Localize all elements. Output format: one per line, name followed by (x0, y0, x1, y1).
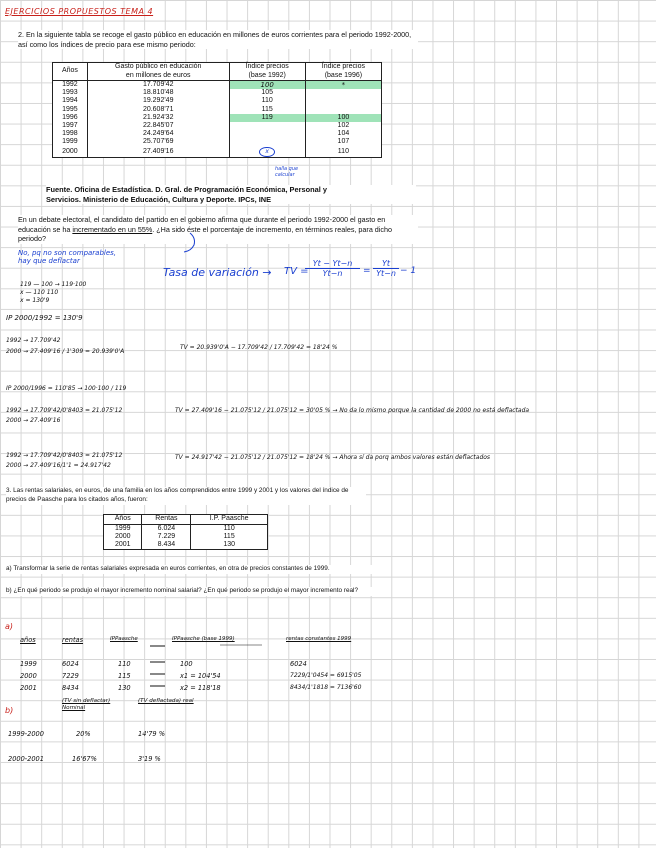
question-a: a) Transformar la serie de rentas salariales expresada en euros corrientes, en otra de precios constantes de 1999. (6, 565, 376, 574)
work-line: 1992 → 17.709'42/0'8403 = 21.075'12 (6, 407, 123, 414)
formula-label: Tasa de variación → (163, 266, 272, 279)
hand-cell: 6024 (290, 660, 307, 668)
hand-cell: x1 = 104'54 (180, 672, 221, 680)
highlighted-cell: * (305, 81, 381, 90)
hand-cell: 130 (118, 684, 131, 692)
work-line: 2000 → 27.409'16 (6, 417, 61, 424)
highlighted-cell: 119 (229, 114, 305, 122)
table-row: 1999 6.024 110 (104, 524, 268, 533)
hand-cell: 6024 (62, 660, 79, 668)
work-line: TV = 27.409'16 − 21.075'12 / 21.075'12 = 30'05 % → No da lo mismo porque la cantidad de 2000 no está deflactada (175, 407, 530, 414)
col-header-years: Años (53, 63, 88, 81)
hand-cell: 14'79 % (138, 730, 165, 738)
col-header-index-1996: Índice precios (base 1996) (305, 63, 381, 81)
hand-col-header: IPPaasche (base 1999) (172, 636, 235, 642)
exercise-3-prompt: 3. Las rentas salariales, en euros, de una familia en los años comprendidos entre 1999 y 2001 y los valores del índice de precios de Paasche para los citados años, fueron: (6, 487, 366, 505)
hand-cell: 8434 (62, 684, 79, 692)
unknown-cell: x (229, 147, 305, 158)
hand-col-header: rentas (62, 636, 84, 644)
col-header-rents: Rentas (142, 515, 191, 525)
table-row: 2001 8.434 130 (104, 541, 268, 550)
hand-cell: 115 (118, 672, 131, 680)
col-header-years: Años (104, 515, 142, 525)
table-row: 1993 18.810'48 105 (53, 89, 382, 97)
hand-cell: 110 (118, 660, 131, 668)
formula-minus: − 1 (400, 266, 417, 276)
col-header-index-1992: Índice precios (base 1992) (229, 63, 305, 81)
hand-cell: 1999 (20, 660, 37, 668)
hand-col-header: (TV sin deflactar) Nominal (62, 698, 111, 711)
work-line: IP 2000/1996 = 110'85 → 100·100 / 119 (6, 385, 127, 392)
hand-cell: 3'19 % (138, 755, 161, 763)
table-row: 1999 25.707'69 107 (53, 138, 382, 146)
work-line: x = 130'9 (20, 297, 50, 304)
work-line: 2000 → 27.409'16/1'1 = 24.917'42 (6, 462, 111, 469)
table-row: 1998 24.249'64 104 (53, 130, 382, 138)
curved-arrow-icon (184, 233, 195, 252)
hand-cell: 20% (76, 730, 91, 738)
work-line: 1992 → 17.709'42 (6, 337, 61, 344)
table-row: 1994 19.292'49 110 (53, 97, 382, 105)
work-line: IP 2000/1992 = 130'9 (6, 314, 83, 322)
table-row: 2000 27.409'16 x 110 (53, 147, 382, 158)
table-row: 1997 22.845'07 102 (53, 122, 382, 130)
exercise-2-question: En un debate electoral, el candidato del partido en el gobierno afirma que durante el periodo 1992-2000 el gasto en educación se ha incrementado en un 55%. ¿Ha sido éste el porcentaje de incremento, en términos reales, para dicho periodo? (18, 215, 418, 244)
col-header-paasche: I.P. Paasche (191, 515, 268, 525)
hand-col-header: (TV deflactada) real (138, 698, 194, 704)
hand-cell: 2000-2001 (8, 755, 44, 763)
hand-cell: 100 (180, 660, 193, 668)
hand-cell: 1999-2000 (8, 730, 44, 738)
question-b: b) ¿En qué periodo se produjo el mayor incremento nominal salarial? ¿En qué periodo se produjo el mayor incremento real? (6, 587, 376, 596)
hand-cell: 16'67% (72, 755, 97, 763)
hand-col-header: IPPaasche (110, 636, 138, 642)
work-line: TV = 24.917'42 − 21.075'12 / 21.075'12 = 18'24 % → Ahora sí da porq ambos valores están deflactados (175, 454, 491, 461)
underlined-claim: incrementado en un 55% (72, 224, 153, 234)
hand-cell: 2000 (20, 672, 37, 680)
formula-fraction-2: Yt Yt−n (373, 259, 399, 278)
work-line: x — 110 110 (20, 289, 59, 296)
work-line: TV = 20.939'0'A − 17.709'42 / 17.709'42 = 18'24 % (180, 344, 338, 351)
hand-cell: 7229/1'0454 = 6915'05 (290, 672, 362, 679)
table-row: 1992 17.709'42 100 * (53, 81, 382, 90)
answer-a-label: a) (5, 622, 14, 631)
formula-tv: TV = (284, 266, 309, 277)
highlighted-cell: 100 (305, 114, 381, 122)
hand-cell: 2001 (20, 684, 37, 692)
hand-cell: 8434/1'1818 = 7136'60 (290, 684, 362, 691)
highlighted-cell: 100 (229, 81, 305, 90)
work-line: 119 — 100 → 119·100 (20, 281, 87, 288)
hand-col-header: años (20, 636, 36, 644)
table-row: 2000 7.229 115 (104, 533, 268, 541)
table-row: 1995 20.608'71 115 (53, 106, 382, 114)
worksheet-header: EJERCICIOS PROPUESTOS TEMA 4 (5, 7, 154, 16)
exercise-2-prompt: 2. En la siguiente tabla se recoge el gasto público en educación en millones de euros corrientes para el periodo 1992-2000, así como los índices de precio para ese mismo periodo: (18, 30, 418, 49)
handwritten-answer: No, pq no son comparables, hay que deflactar (18, 249, 117, 265)
answer-b-label: b) (5, 706, 14, 715)
table-note: halla que calcular (275, 166, 299, 178)
source-note: Fuente. Oficina de Estadística. D. Gral. de Programación Económica, Personal y Servicios. Ministerio de Educación, Cultura y Deporte. IPCs, INE (46, 185, 416, 204)
table-row: 1996 21.924'32 119 100 (53, 114, 382, 122)
formula-fraction-1: Yt − Yt−n Yt−n (305, 259, 360, 278)
hand-col-header: rentas constantes 1999 (286, 636, 352, 642)
hand-cell: x2 = 118'18 (180, 684, 221, 692)
col-header-spending: Gasto público en educación en millones de euros (87, 63, 229, 81)
work-line: 1992 → 17.709'42/0'8403 = 21.075'12 (6, 452, 123, 459)
formula-eq: = (363, 266, 371, 276)
work-line: 2000 → 27.409'16 / 1'309 = 20.939'0'A (6, 348, 125, 355)
hand-cell: 7229 (62, 672, 79, 680)
